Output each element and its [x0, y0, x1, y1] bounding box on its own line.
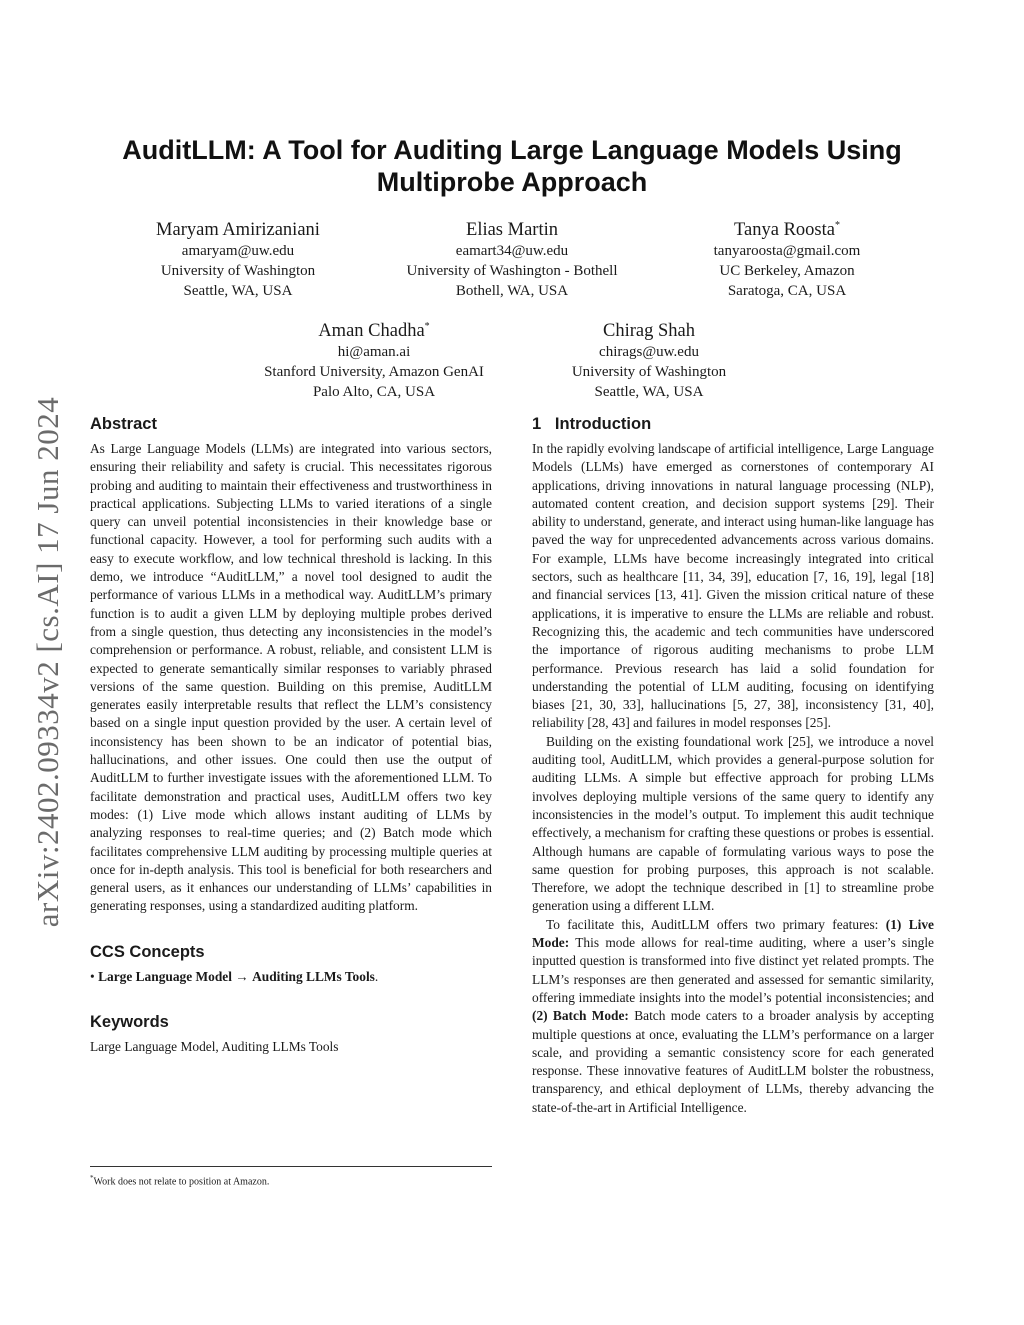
intro-paragraph-1: In the rapidly evolving landscape of artificial intelligence, Large Language Models (LLMs) have emerged as cornerstones of contemporary AI applications, driving innovations in natural language processing (NLP), automated content creation, and decision support systems [29]. Their ability to understand, generate, and interact using human-like language has paved the way for unprecedented advancements across various domains. For example, LLMs have become increasingly integrated into critical sectors, such as healthcare [11, 34, 39], education [7, 16, 19], legal [18] and financial services [13, 41]. Given the mission critical nature of these applications, it is imperative to ensure the LLMs are reliable and robust. Recognizing this, the academic and tech communities have underscored the importance of rigorous auditing mechanisms to probe LLM performance. Previous research has laid a solid foundation for understanding the potential of LLM auditing, focusing on identifying biases [21, 30, 33], hallucinations [5, 27, 38], inconsistency [31, 40], reliability [28, 43] and failures in model responses [25]. [532, 441, 934, 731]
author-location: Bothell, WA, USA [455, 283, 569, 299]
author-name-text: Maryam Amirizaniani [156, 220, 320, 240]
abstract-heading: Abstract [90, 415, 157, 433]
author-name [244, 320, 504, 342]
author-location: Saratoga, CA, USA [727, 283, 847, 299]
author-name [372, 219, 652, 241]
author-location: Seattle, WA, USA [594, 384, 704, 400]
author-affiliation: UC Berkeley, Amazon [719, 263, 855, 279]
author-block [372, 219, 652, 301]
author-affiliation: University of Washington - Bothell [406, 263, 618, 279]
author-mark: * [424, 320, 430, 332]
author-location: Seattle, WA, USA [183, 283, 293, 299]
ccs-concept-item [90, 968, 492, 986]
author-location: Palo Alto, CA, USA [312, 384, 436, 400]
author-email: eamart34@uw.edu [455, 243, 569, 259]
right-column [532, 414, 934, 1117]
ccs-heading: CCS Concepts [90, 942, 205, 961]
abstract-text: As Large Language Models (LLMs) are integrated into various sectors, ensuring their reliability and safety is crucial. This necessitates rigorous probing and auditing to maintain their effectiveness and trustworthiness in practical applications. Subjecting LLMs to varied iterations of a single query can unveil potential inconsistencies in their knowledge base or functional capacity. However, a tool for performing such audits with a easy to execute workflow, and low technical threshold is lacking. In this demo, we introduce “AuditLLM,” a novel tool designed to audit the performance of various LLMs in a methodical way. AuditLLM’s primary function is to audit a given LLM by deploying multiple probes derived from a single question, thus detecting any inconsistencies in the model’s comprehension or performance. A robust, reliable, and consistent LLM is expected to generate semantically similar responses to variably phrased versions of the same question. Building on this premise, AuditLLM generates easily interpretable results that reflect the LLM’s consistency based on a single input question provided by the user. A certain level of inconsistency has been shown to be an indicator of potential bias, hallucinations, and other issues. One could then use the output of AuditLLM to further investigate issues with the aforementioned LLM. To facilitate demonstration and practical uses, AuditLLM offers two key modes: (1) Live mode which allows instant auditing of LLMs by analyzing responses to real-time queries; and (2) Batch mode which facilitates comprehensive LLM auditing by processing multiple queries at once for in-depth analysis. This tool is beneficial for both researchers and general users, as it enhances our understanding of LLMs’ capabilities in generating responses, using a standardized auditing platform. [90, 441, 492, 914]
keywords-text: Large Language Model, Auditing LLMs Tools [90, 1038, 339, 1054]
introduction-heading: 1 Introduction [532, 415, 652, 433]
ccs-end: . [374, 968, 379, 984]
ccs-term: Auditing LLMs Tools [252, 968, 375, 984]
author-block [667, 219, 907, 301]
intro-paragraph-2: Building on the existing foundational work [25], we introduce a novel auditing tool, AuditLLM, which provides a general-purpose solution for auditing LLMs. A simple but effective approach for probing LLMs involves deploying multiple versions of the same query to identify any inconsistencies in the model’s output. To implement this audit technique effectively, a mechanism for crafting these questions or probes is essential. Although humans are capable of formulating various ways to pose the same question for probing purposes, this approach is not scalable. Therefore, we adopt the technique described in [1] to streamline probe generation using a different LLM. [532, 733, 934, 914]
author-name [539, 320, 759, 342]
live-mode-label: (1) Live Mode: [532, 916, 934, 951]
author-email: hi@aman.ai [337, 344, 411, 360]
author-block [539, 320, 759, 402]
author-email: chirags@uw.edu [599, 344, 699, 360]
ccs-arrow: → [235, 968, 249, 984]
author-affiliation: Stanford University, Amazon GenAI [264, 364, 484, 380]
intro-p3-text: This mode allows for real-time auditing, where a user’s single inputted question is transformed into five distinct yet related prompts. The LLM’s responses are then generated and assessed for semantic similarity, offering immediate insights into the model’s potential inconsistencies; and [532, 935, 934, 1005]
footnote-divider [90, 1166, 492, 1167]
author-email: amaryam@uw.edu [181, 243, 295, 259]
paper-title [90, 134, 934, 198]
author-block [108, 219, 368, 301]
author-name [108, 219, 368, 241]
author-name [667, 219, 907, 241]
author-name-text: Elias Martin [466, 220, 558, 240]
author-name-text: Chirag Shah [603, 321, 695, 341]
footnote-text: Work does not relate to position at Amazon. [93, 1176, 270, 1188]
footnote [90, 1172, 492, 1188]
intro-paragraph-3 [532, 916, 934, 1117]
footnote-mark: * [90, 1174, 94, 1182]
intro-p3-text: To facilitate this, AuditLLM offers two primary features: [546, 916, 886, 932]
paper-title-line-1: AuditLLM: A Tool for Auditing Large Language Models Using [122, 135, 902, 165]
author-block [244, 320, 504, 402]
author-email: tanyaroosta@gmail.com [713, 243, 861, 259]
left-column [90, 414, 492, 1056]
ccs-term: Large Language Model [98, 968, 232, 984]
batch-mode-label: (2) Batch Mode: [532, 1008, 629, 1024]
intro-p3-text: Batch mode caters to a broader analysis by accepting multiple questions at once, evaluating the LLM’s performance on a larger scale, and providing a semantic consistency score for each generated response. These innovative features of AuditLLM bolster the robustness, transparency, and ethical deployment of LLMs, thereby advancing the state-of-the-art in Artificial Intelligence. [532, 1008, 934, 1115]
author-mark: * [834, 219, 840, 231]
arxiv-identifier-text: arXiv:2402.09334v2 [cs.AI] 17 Jun 2024 [30, 396, 65, 928]
ccs-bullet: • [90, 968, 95, 984]
author-affiliation: University of Washington [160, 263, 316, 279]
keywords-heading: Keywords [90, 1012, 169, 1031]
author-affiliation: University of Washington [571, 364, 727, 380]
author-name-text: Aman Chadha [318, 321, 425, 341]
author-name-text: Tanya Roosta [734, 220, 835, 240]
paper-title-line-2: Multiprobe Approach [376, 167, 648, 197]
